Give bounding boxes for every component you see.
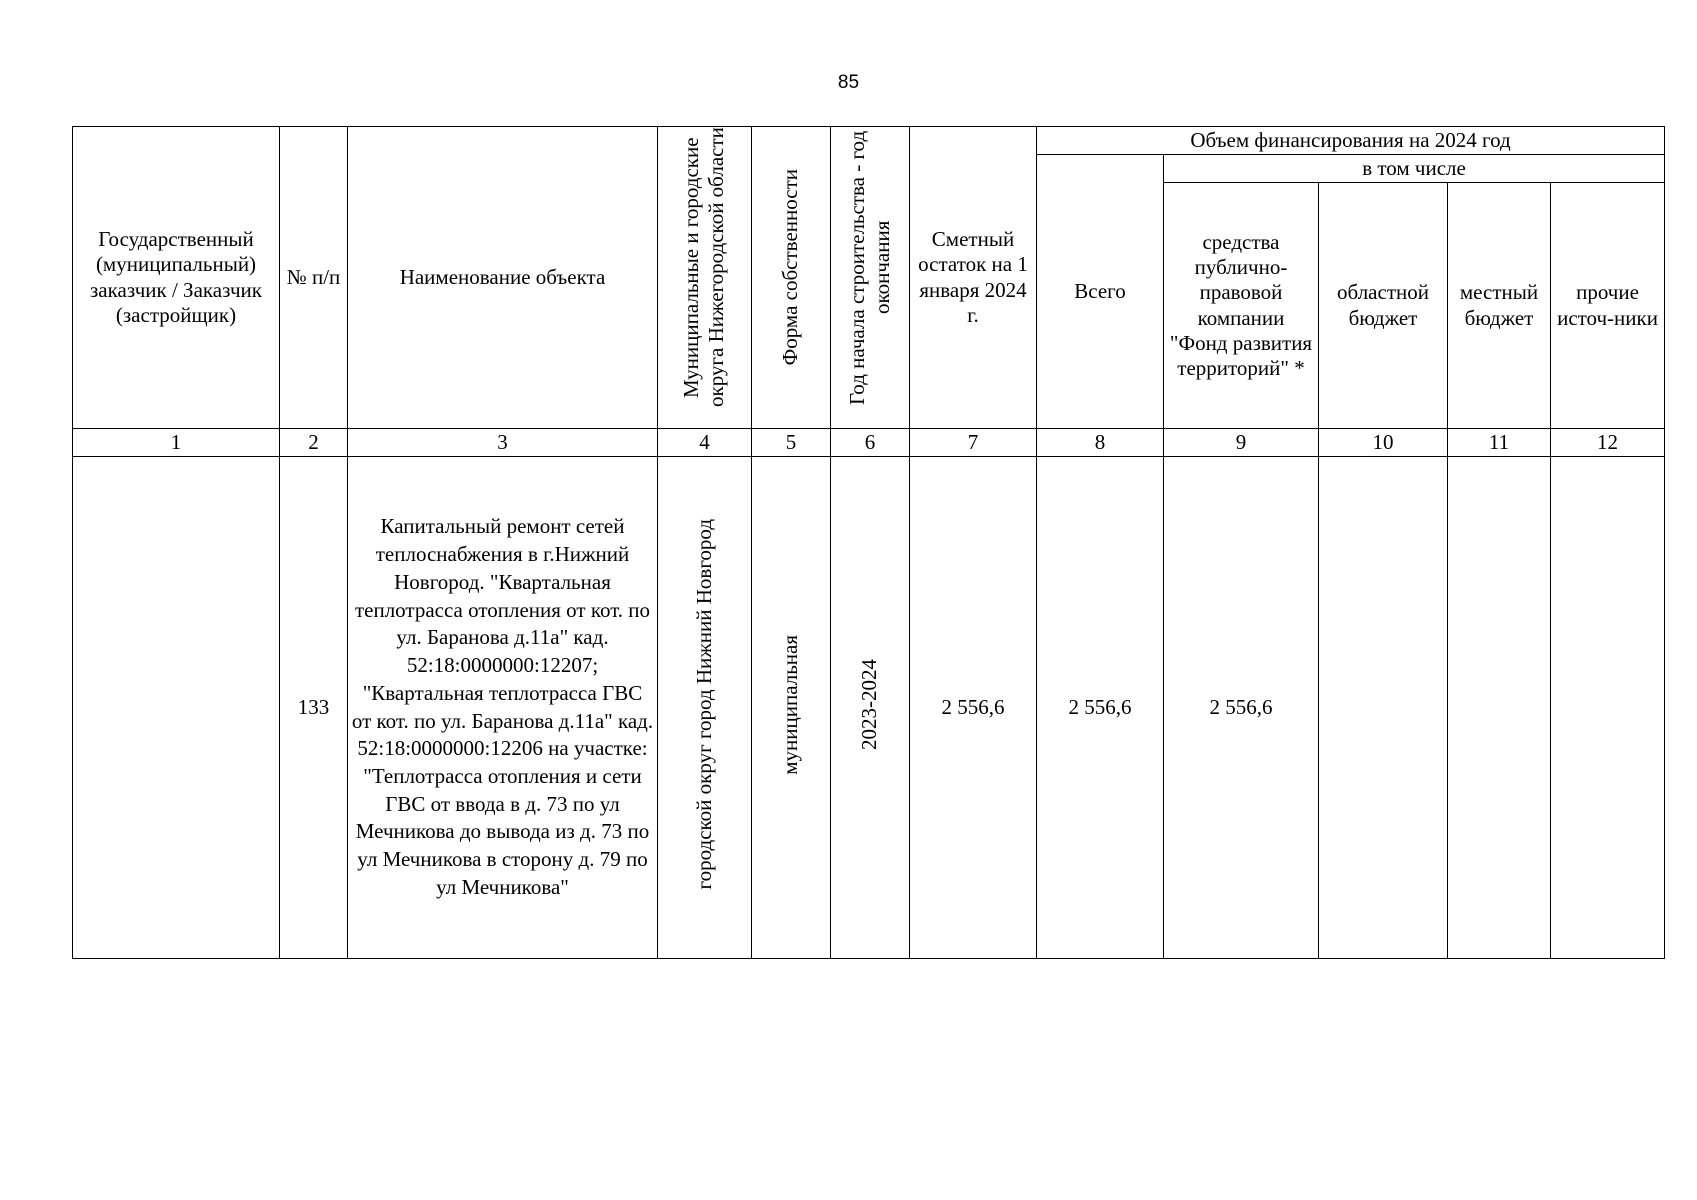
column-number: 11 [1448, 429, 1551, 457]
financing-table [72, 126, 1665, 959]
header-regional: областной бюджет [1319, 183, 1448, 429]
header-local: местный бюджет [1448, 183, 1551, 429]
cell-municipality-text: городской округ город Нижний Новгород [691, 519, 716, 890]
header-years-text: Год начала строительства - год окончания [844, 130, 894, 405]
header-municipality-text: Муниципальные и городские округа Нижегородской области [679, 127, 729, 408]
header-customer: Государственный (муниципальный) заказчик / Заказчик (застройщик) [73, 127, 280, 429]
column-number: 2 [280, 429, 348, 457]
cell-customer [73, 457, 280, 959]
column-number: 9 [1164, 429, 1319, 457]
column-number: 7 [910, 429, 1037, 457]
cell-ownership-text: муниципальная [778, 634, 803, 775]
header-row-1 [73, 127, 1665, 155]
column-number: 8 [1037, 429, 1164, 457]
cell-ownership [752, 457, 831, 959]
header-other: прочие источ-ники [1551, 183, 1665, 429]
column-number-row [73, 429, 1665, 457]
cell-fund: 2 556,6 [1164, 457, 1319, 959]
cell-municipality [658, 457, 752, 959]
cell-years [831, 457, 910, 959]
column-number: 6 [831, 429, 910, 457]
page-number: 85 [837, 72, 860, 93]
header-ownership [752, 127, 831, 429]
header-including: в том числе [1164, 155, 1665, 183]
cell-regional [1319, 457, 1448, 959]
column-number: 4 [658, 429, 752, 457]
header-municipality [658, 127, 752, 429]
header-ownership-text: Форма собственности [778, 169, 803, 366]
cell-years-text: 2023-2024 [857, 658, 882, 750]
cell-total: 2 556,6 [1037, 457, 1164, 959]
header-estimate: Сметный остаток на 1 января 2024 г. [910, 127, 1037, 429]
cell-num: 133 [280, 457, 348, 959]
column-number: 1 [73, 429, 280, 457]
header-total: Всего [1037, 155, 1164, 429]
header-fund: средства публично-правовой компании "Фонд развития территорий" * [1164, 183, 1319, 429]
column-number: 10 [1319, 429, 1448, 457]
cell-object-name: Капитальный ремонт сетей теплоснабжения в г.Нижний Новгород. "Квартальная теплотрасса отопления от кот. по ул. Баранова д.11а" кад. 52:18:0000000:12207; "Квартальная теплотрасса ГВС от кот. по ул. Баранова д.11а" кад. 52:18:0000000:12206 на участке: "Теплотрасса отопления и сети ГВС от ввода в д. 73 по ул Мечникова до вывода из д. 73 по ул Мечникова в сторону д. 79 по ул Мечникова" [348, 457, 658, 959]
header-funding-group: Объем финансирования на 2024 год [1037, 127, 1665, 155]
table-row [73, 457, 1665, 959]
cell-estimate: 2 556,6 [910, 457, 1037, 959]
header-object-name: Наименование объекта [348, 127, 658, 429]
column-number: 3 [348, 429, 658, 457]
cell-local [1448, 457, 1551, 959]
header-num: № п/п [280, 127, 348, 429]
cell-other [1551, 457, 1665, 959]
header-years [831, 127, 910, 429]
column-number: 12 [1551, 429, 1665, 457]
column-number: 5 [752, 429, 831, 457]
